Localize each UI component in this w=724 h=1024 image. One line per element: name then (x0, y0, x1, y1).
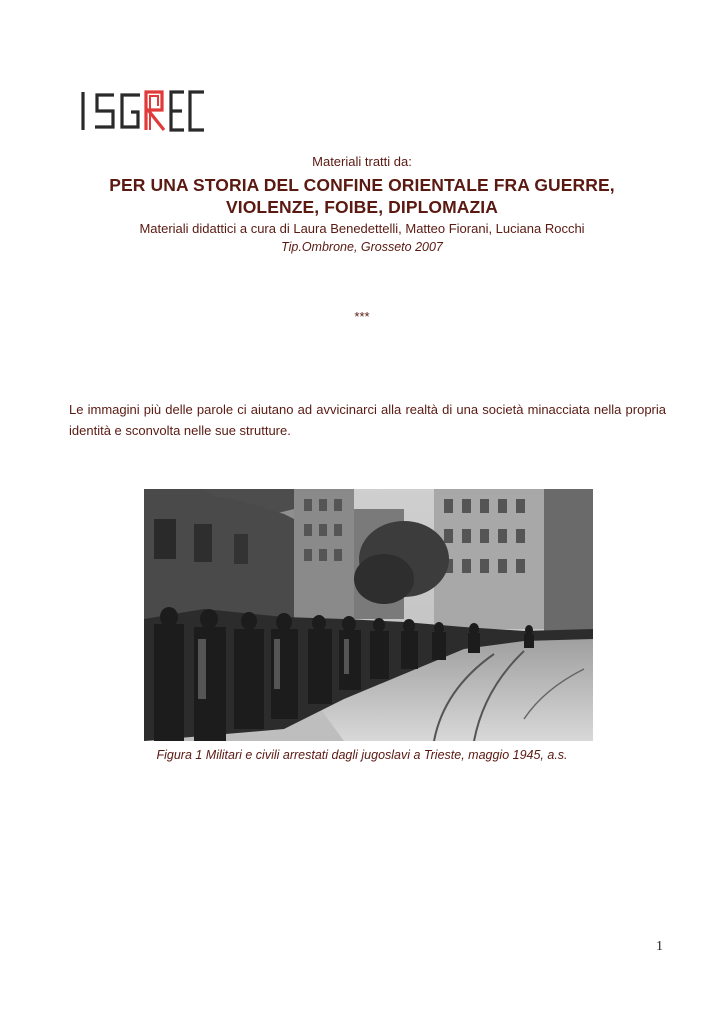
book-title-line-1: PER UNA STORIA DEL CONFINE ORIENTALE FRA GUERRE, (109, 175, 615, 195)
figure-caption: Figura 1 Militari e civili arrestati dagli jugoslavi a Trieste, maggio 1945, a.s. (156, 748, 568, 762)
editors-line: Materiali didattici a cura di Laura Benedettelli, Matteo Fiorani, Luciana Rocchi (139, 221, 585, 236)
isgrec-logo (80, 88, 206, 134)
book-title-line-2: VIOLENZE, FOIBE, DIPLOMAZIA (225, 197, 498, 217)
historical-photo (144, 489, 593, 741)
page-number: 1 (656, 939, 663, 954)
publisher-line: Tip.Ombrone, Grosseto 2007 (281, 240, 443, 254)
body-paragraph: Le immagini più delle parole ci aiutano ad avvicinarci alla realtà di una società minacciata nella propria identità e sconvolta nelle sue strutture. (69, 402, 666, 438)
source-intro: Materiali tratti da: (312, 154, 412, 169)
section-separator: *** (354, 309, 370, 324)
